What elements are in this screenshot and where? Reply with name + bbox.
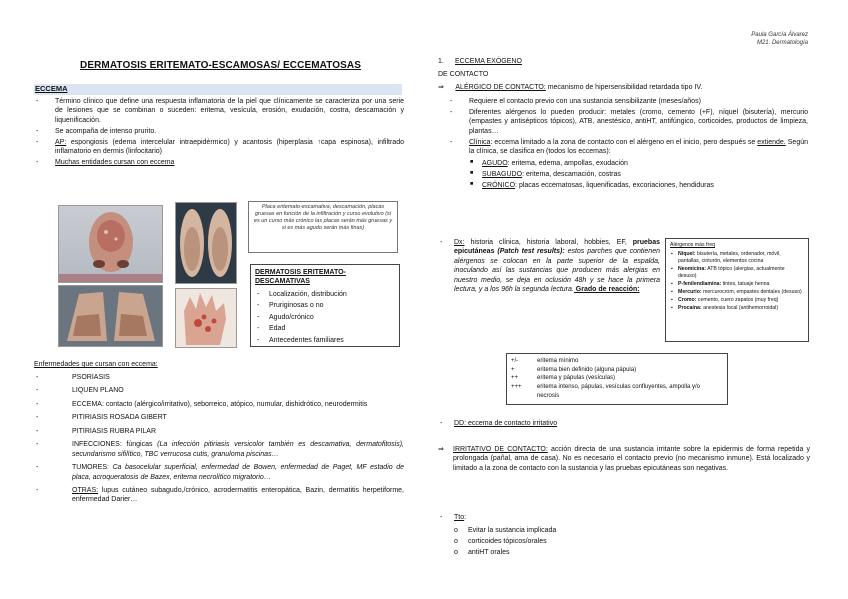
photo-callout: Placa eritemato-escamativa, descamación, placas gruesas en función de la infiltración y curso evolutivo (si es un curso más crónico las placas serán más gruesas y si es más agudo serán más finas) xyxy=(248,201,398,253)
grade-row: +/- eritema mínimo xyxy=(511,358,579,364)
section-title: ECCEMA xyxy=(35,84,68,93)
allergen-item: ▪ Cromo: cemento, cuero zapatos (muy freq) xyxy=(670,297,804,304)
tto-item: o corticoides tópicos/orales xyxy=(438,537,738,546)
allergic-req: - Requiere el contacto previo con una sustancia sensibilizante (meses/años) xyxy=(448,97,808,106)
disease-item: - INFECCIONES: fúngicas (La infección pitiriasis versicolor también es descamativa, dermatofitosis), secundarismo sifilítico, TBC verrucosa cutis, granuloma piscinas… xyxy=(34,440,404,459)
eccema-intro xyxy=(34,97,404,169)
bullet-ap: - AP: espongiosis (edema intercelular intraepidérmico) y acantosis (hiperplasia ↑capa espinosa), infiltrado inflamatorio en dermis (linfocitario) xyxy=(34,138,404,157)
allergen-item: ▪ Procaína: anestesia local (antihemorroidal) xyxy=(670,305,804,312)
photo-feet-eczema xyxy=(58,285,163,347)
section-number: 1. xyxy=(438,58,444,65)
section-bar-eccema xyxy=(34,84,402,95)
hand-image xyxy=(176,289,236,347)
tto-item: o antiHT orales xyxy=(438,548,738,557)
disease-item: - OTRAS: lupus cutáneo subagudo,/crónico, acrodermatitis enteropática, Bazin, dermatitis herpetiforme, enfermedad Darier… xyxy=(34,486,404,505)
heading-eccema-exogeno: ECCEMA EXÓGENO xyxy=(455,58,522,65)
photo-nose-eczema xyxy=(58,205,163,283)
irritative-contact xyxy=(438,445,810,473)
course-name: M21. Dermatología xyxy=(756,39,808,46)
allergic-contact-line: ⇒ ALÉRGICO DE CONTACTO: mecanismo de hipersensibilidad retardada tipo IV. xyxy=(438,84,703,91)
arrow-icon: ⇒ xyxy=(438,84,444,91)
reaction-grade-box xyxy=(506,353,728,405)
stage-subagudo: ■ SUBAGUDO: eritema, descamación, costras xyxy=(448,170,808,179)
bullet-definition: - Término clínico que define una respuesta inflamatoria de la piel que clínicamente se caracteriza por una serie de lesiones que se combinan o suceden: eritema, vesícula, erosión, exudación, costra, descamación y liquenificación. xyxy=(34,97,404,125)
page-title: DERMATOSIS ERITEMATO-ESCAMOSAS/ ECCEMATOSAS xyxy=(80,60,361,71)
arrow-icon: ⇒ xyxy=(438,446,444,453)
allergic-agents: - Diferentes alérgenos lo pueden producir: metales (cromo, cemento (+F), níquel (bisutería), mercurio (empastes y antisépticos tópicos), ATB, anestésico, antiHT, antifúngico, corticoides, productos de limpieza, plantas… xyxy=(448,108,808,136)
grade-row: + eritema bien definido (alguna pápula) xyxy=(511,366,637,373)
dm-item: - Antecedentes familiares xyxy=(255,336,395,345)
bullet-entities: - Muchas entidades cursan con eccema xyxy=(34,158,404,167)
allergen-item: ▪ Neomicina: ATB tópico (alergias, actualmente desuso) xyxy=(670,266,804,280)
author-name: Paula García Álvarez xyxy=(751,32,808,38)
dm-item: - Agudo/crónico xyxy=(255,313,395,322)
grade-row: +++ eritema intenso, pápulas, vesículas confluyentes, ampolla y/o necrosis xyxy=(511,384,700,399)
dx-paragraph xyxy=(438,238,660,296)
disease-item: - PSORIASIS xyxy=(34,373,404,382)
disease-item: - ECCEMA: contacto (alérgico/irritativo), seborreico, atópico, numular, dishidrótico, neurodermitis xyxy=(34,400,404,409)
disease-item: - PITIRIASIS ROSADA GIBERT xyxy=(34,413,404,422)
disease-item: - PITIRIASIS RUBRA PILAR xyxy=(34,427,404,436)
feet-image xyxy=(59,286,162,346)
photo-soles-eczema xyxy=(175,202,237,284)
page-header xyxy=(751,32,808,48)
bullet-prurito: - Se acompaña de intenso prurito. xyxy=(34,127,404,136)
allergens-title: Alérgenos más freq xyxy=(670,242,715,248)
treatment xyxy=(438,513,738,559)
nose-image xyxy=(59,206,162,282)
allergen-item: ▪ Níquel: bisutería, metales, ordenador, móvil, pantallas, cinturón, elementos cocina xyxy=(670,251,804,265)
diseases-title: Enfermedades que cursan con eccema: xyxy=(34,361,158,368)
irritative-block: ⇒ IRRITATIVO DE CONTACTO: acción directa de una sustancia irritante sobre la epidermis de forma repetida y prolongada (pañal, ama de casa). No es necesario el contacto previo (no mecanismo inmune). Está localizado y limitado a la zona de contacto con la sustancia y las pruebas epicutáneas son negativas. xyxy=(438,446,810,472)
allergic-details xyxy=(448,97,808,191)
allergic-clinic: - Clínica: eccema limitado a la zona de contacto con el alérgeno en el inicio, pero después se extiende. Según la clínica, se clasifica en (todos los eccemas): xyxy=(448,138,808,157)
dm-box-title: DERMATOSIS ERITEMATO-DESCAMATIVAS xyxy=(255,269,346,286)
allergens-box xyxy=(665,238,809,342)
dermatosis-descamativas-box xyxy=(250,264,400,347)
heading-de-contacto: DE CONTACTO xyxy=(438,71,489,78)
allergen-item: ▪ P-fenilendiamina: tintes, tatuaje henna xyxy=(670,281,804,288)
disease-item: - TUMORES: Ca basocelular superficial, enfermedad de Bowen, enfermedad de Paget, MF estadio de placa, acroqueratosis de Bazex, eritema necrolítico migratorio… xyxy=(34,463,404,482)
tto-item: o Evitar la sustancia implicada xyxy=(438,526,738,535)
soles-image xyxy=(176,203,236,283)
grade-row: ++ eritema y pápulas (vesículas) xyxy=(511,375,616,382)
diseases-list xyxy=(34,373,404,509)
dm-item: - Pruriginosas o no xyxy=(255,301,395,310)
tto-heading: - Tto: xyxy=(438,513,738,522)
disease-item: - LIQUEN PLANO xyxy=(34,386,404,395)
photo-hand-eczema xyxy=(175,288,237,348)
allergen-item: ▪ Mercurio: mercurocrom, empastes dentales (desuso) xyxy=(670,289,804,296)
dd-line xyxy=(438,419,808,430)
dx-item: - Dx: historia clínica, historia laboral, hobbies, EF, pruebas epicutáneas (Patch test results): estos parches que contienen alérgenos se colocan en la parte superior de la espalda, inoculando así las sustancias que producen más alergias en nuestro medio, se deja en oclusión 48h y se hace la primera lectura, y a los 96h la segunda lectura. Grado de reacción: xyxy=(438,238,660,295)
dm-item: - Localización, distribución xyxy=(255,290,395,299)
stage-cronico: ■ CRÓNICO: placas eccematosas, liquenificadas, excoriaciones, hendiduras xyxy=(448,181,808,190)
stage-agudo: ■ AGUDO: eritema, edema, ampollas, exudación xyxy=(448,159,808,168)
dm-item: - Edad xyxy=(255,324,395,333)
dd-item: - DD: eccema de contacto irritativo xyxy=(438,419,808,428)
